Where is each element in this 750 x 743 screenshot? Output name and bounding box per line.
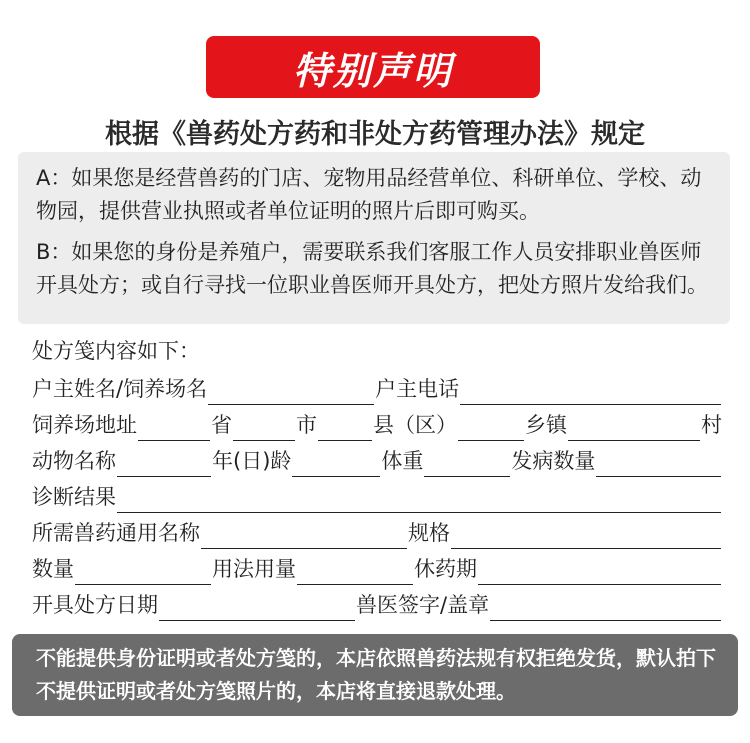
diagnosis-field[interactable] xyxy=(117,486,721,513)
owner-name-label: 户主姓名/饲养场名 xyxy=(32,377,208,401)
form-row-drug xyxy=(32,513,722,549)
spec-label: 规格 xyxy=(408,521,450,545)
county-field[interactable] xyxy=(318,414,372,441)
form-row-diagnosis xyxy=(32,477,722,513)
township-field[interactable] xyxy=(458,414,524,441)
owner-phone-field[interactable] xyxy=(460,378,721,405)
weight-field[interactable] xyxy=(424,450,510,477)
quantity-field[interactable] xyxy=(75,558,211,585)
drug-name-field[interactable] xyxy=(201,522,407,549)
owner-phone-label: 户主电话 xyxy=(375,377,460,401)
form-row-quantity xyxy=(32,549,722,585)
weight-label: 体重 xyxy=(381,449,424,473)
form-row-address xyxy=(32,405,722,441)
village-field[interactable] xyxy=(568,414,700,441)
village-label: 村 xyxy=(701,413,722,437)
disease-count-field[interactable] xyxy=(596,450,721,477)
notice-a: A：如果您是经营兽药的门店、宠物用品经营单位、科研单位、学校、动物园，提供营业执照或者单位证明的照片后即可购买。 xyxy=(36,166,702,223)
age-label: 年(日)龄 xyxy=(212,449,292,473)
signature-label: 兽医签字/盖章 xyxy=(356,593,490,617)
date-label: 开具处方日期 xyxy=(32,593,158,617)
city-label: 市 xyxy=(296,413,317,437)
county-label: 县（区） xyxy=(373,413,457,437)
footer-notice xyxy=(12,634,738,716)
date-field[interactable] xyxy=(159,594,355,621)
farm-address-label: 饲养场地址 xyxy=(32,413,137,437)
disease-count-label: 发病数量 xyxy=(511,449,596,473)
diagnosis-label: 诊断结果 xyxy=(32,485,116,509)
animal-name-label: 动物名称 xyxy=(32,449,116,473)
township-label: 乡镇 xyxy=(525,413,567,437)
subtitle: 根据《兽药处方药和非处方药管理办法》规定 xyxy=(105,119,645,150)
notice-box xyxy=(18,152,730,324)
usage-label: 用法用量 xyxy=(212,557,296,581)
province-label: 省 xyxy=(211,413,232,437)
drug-name-label: 所需兽药通用名称 xyxy=(32,521,200,545)
notice-b: B：如果您的身份是养殖户，需要联系我们客服工作人员安排职业兽医师开具处方；或自行寻找一位职业兽医师开具处方，把处方照片发给我们。 xyxy=(36,240,708,297)
age-field[interactable] xyxy=(292,450,380,477)
spec-field[interactable] xyxy=(451,522,721,549)
withdrawal-label: 休药期 xyxy=(414,557,477,581)
city-field[interactable] xyxy=(233,414,295,441)
animal-name-field[interactable] xyxy=(117,450,211,477)
prescription-form xyxy=(32,334,722,621)
form-row-animal xyxy=(32,441,722,477)
withdrawal-field[interactable] xyxy=(478,558,721,585)
province-field[interactable] xyxy=(138,414,210,441)
banner-title: 特别声明 xyxy=(292,48,453,93)
banner xyxy=(206,36,540,98)
form-row-owner xyxy=(32,369,722,405)
form-row-date xyxy=(32,585,722,621)
form-title: 处方笺内容如下： xyxy=(32,339,200,363)
signature-field[interactable] xyxy=(490,594,721,621)
usage-field[interactable] xyxy=(297,558,413,585)
footer-text: 不能提供身份证明或者处方笺的，本店依照兽药法规有权拒绝发货，默认拍下不提供证明或者处方笺照片的，本店将直接退款处理。 xyxy=(36,646,716,703)
quantity-label: 数量 xyxy=(32,557,74,581)
owner-name-field[interactable] xyxy=(208,378,374,405)
